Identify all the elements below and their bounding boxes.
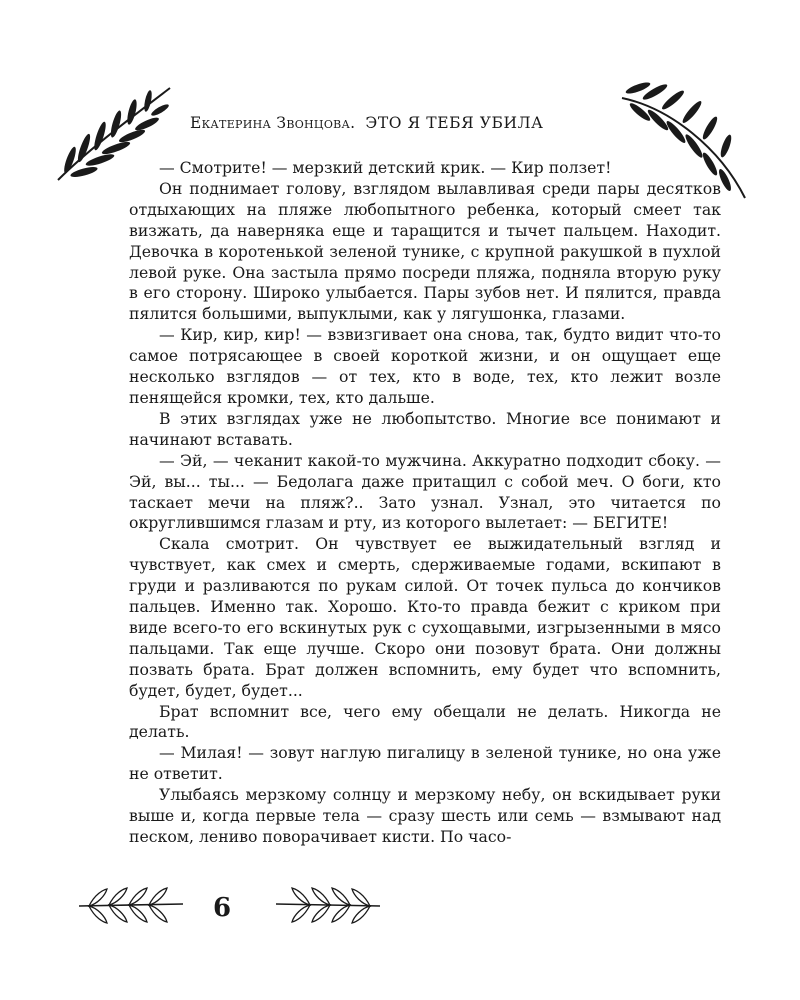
footer-branch-left-icon — [75, 880, 187, 930]
page-number: 6 — [213, 893, 232, 923]
header-author: Екатерина Звонцова. — [190, 114, 356, 132]
body-text — [129, 158, 721, 848]
paragraph: Улыбаясь мерзкому солнцу и мерзкому небу, он вскидывает руки выше и, когда первые тела — сразу шесть или семь — взмывают над песком, лениво поворачивает кисти. По часо- — [129, 785, 721, 846]
paragraph: — Эй, — чеканит какой-то мужчина. Аккуратно подходит сбоку. — Эй, вы... ты... — Бедолага даже притащил с собой меч. О боги, кто таскает мечи на пляж?.. Зато узнал. Узнал, это читается по округлившимся глазам и рту, из которого вылетает: — БЕГИТЕ! — [129, 450, 721, 533]
paragraph: В этих взглядах уже не любопытство. Многие все понимают и начинают вставать. — [129, 408, 721, 449]
paragraph: Он поднимает голову, взглядом вылавливая среди пары десятков отдыхающих на пляже любопытного ребенка, который смеет так визжать, да наверняка еще и таращится и тычет пальцем. Находит. Девочка в коротенькой зеленой тунике, с крупной ракушкой в пухлой левой руке. Она застыла прямо посреди пляжа, подняла вторую руку в его сторону. Широко улыбается. Пары зубов нет. И пялится, правда пялится большими, выпуклыми, как у лягушонка, глазами. — [129, 178, 721, 324]
header-title: ЭТО Я ТЕБЯ УБИЛА — [365, 114, 544, 132]
paragraph: Брат вспомнит все, чего ему обещали не делать. Никогда не делать. — [129, 701, 721, 742]
paragraph: — Милая! — зовут наглую пигалицу в зеленой тунике, но она уже не ответит. — [129, 743, 721, 784]
running-header — [190, 114, 660, 132]
footer-branch-right-icon — [272, 880, 384, 930]
paragraph: — Смотрите! — мерзкий детский крик. — Кир ползет! — [159, 158, 612, 177]
paragraph: — Кир, кир, кир! — взвизгивает она снова, так, будто видит что-то самое потрясающее в своей короткой жизни, и он ощущает еще несколько взглядов — от тех, кто в воде, тех, кто лежит возле пенящейся кромки, тех, кто дальше. — [129, 325, 721, 407]
paragraph: Скала смотрит. Он чувствует ее выжидательный взгляд и чувствует, как смех и смерть, сдерживаемые годами, вскипают в груди и разливаются по рукам силой. От точек пульса до кончиков пальцев. Именно так. Хорошо. Кто-то правда бежит с криком при виде всего-то его вскинутых рук с сухощавыми, изгрызенными в мясо пальцами. Так еще лучше. Скоро они позовут брата. Они должны позвать брата. Брат должен вспомнить, ему будет что вспомнить, будет, будет, будет... — [129, 534, 721, 700]
